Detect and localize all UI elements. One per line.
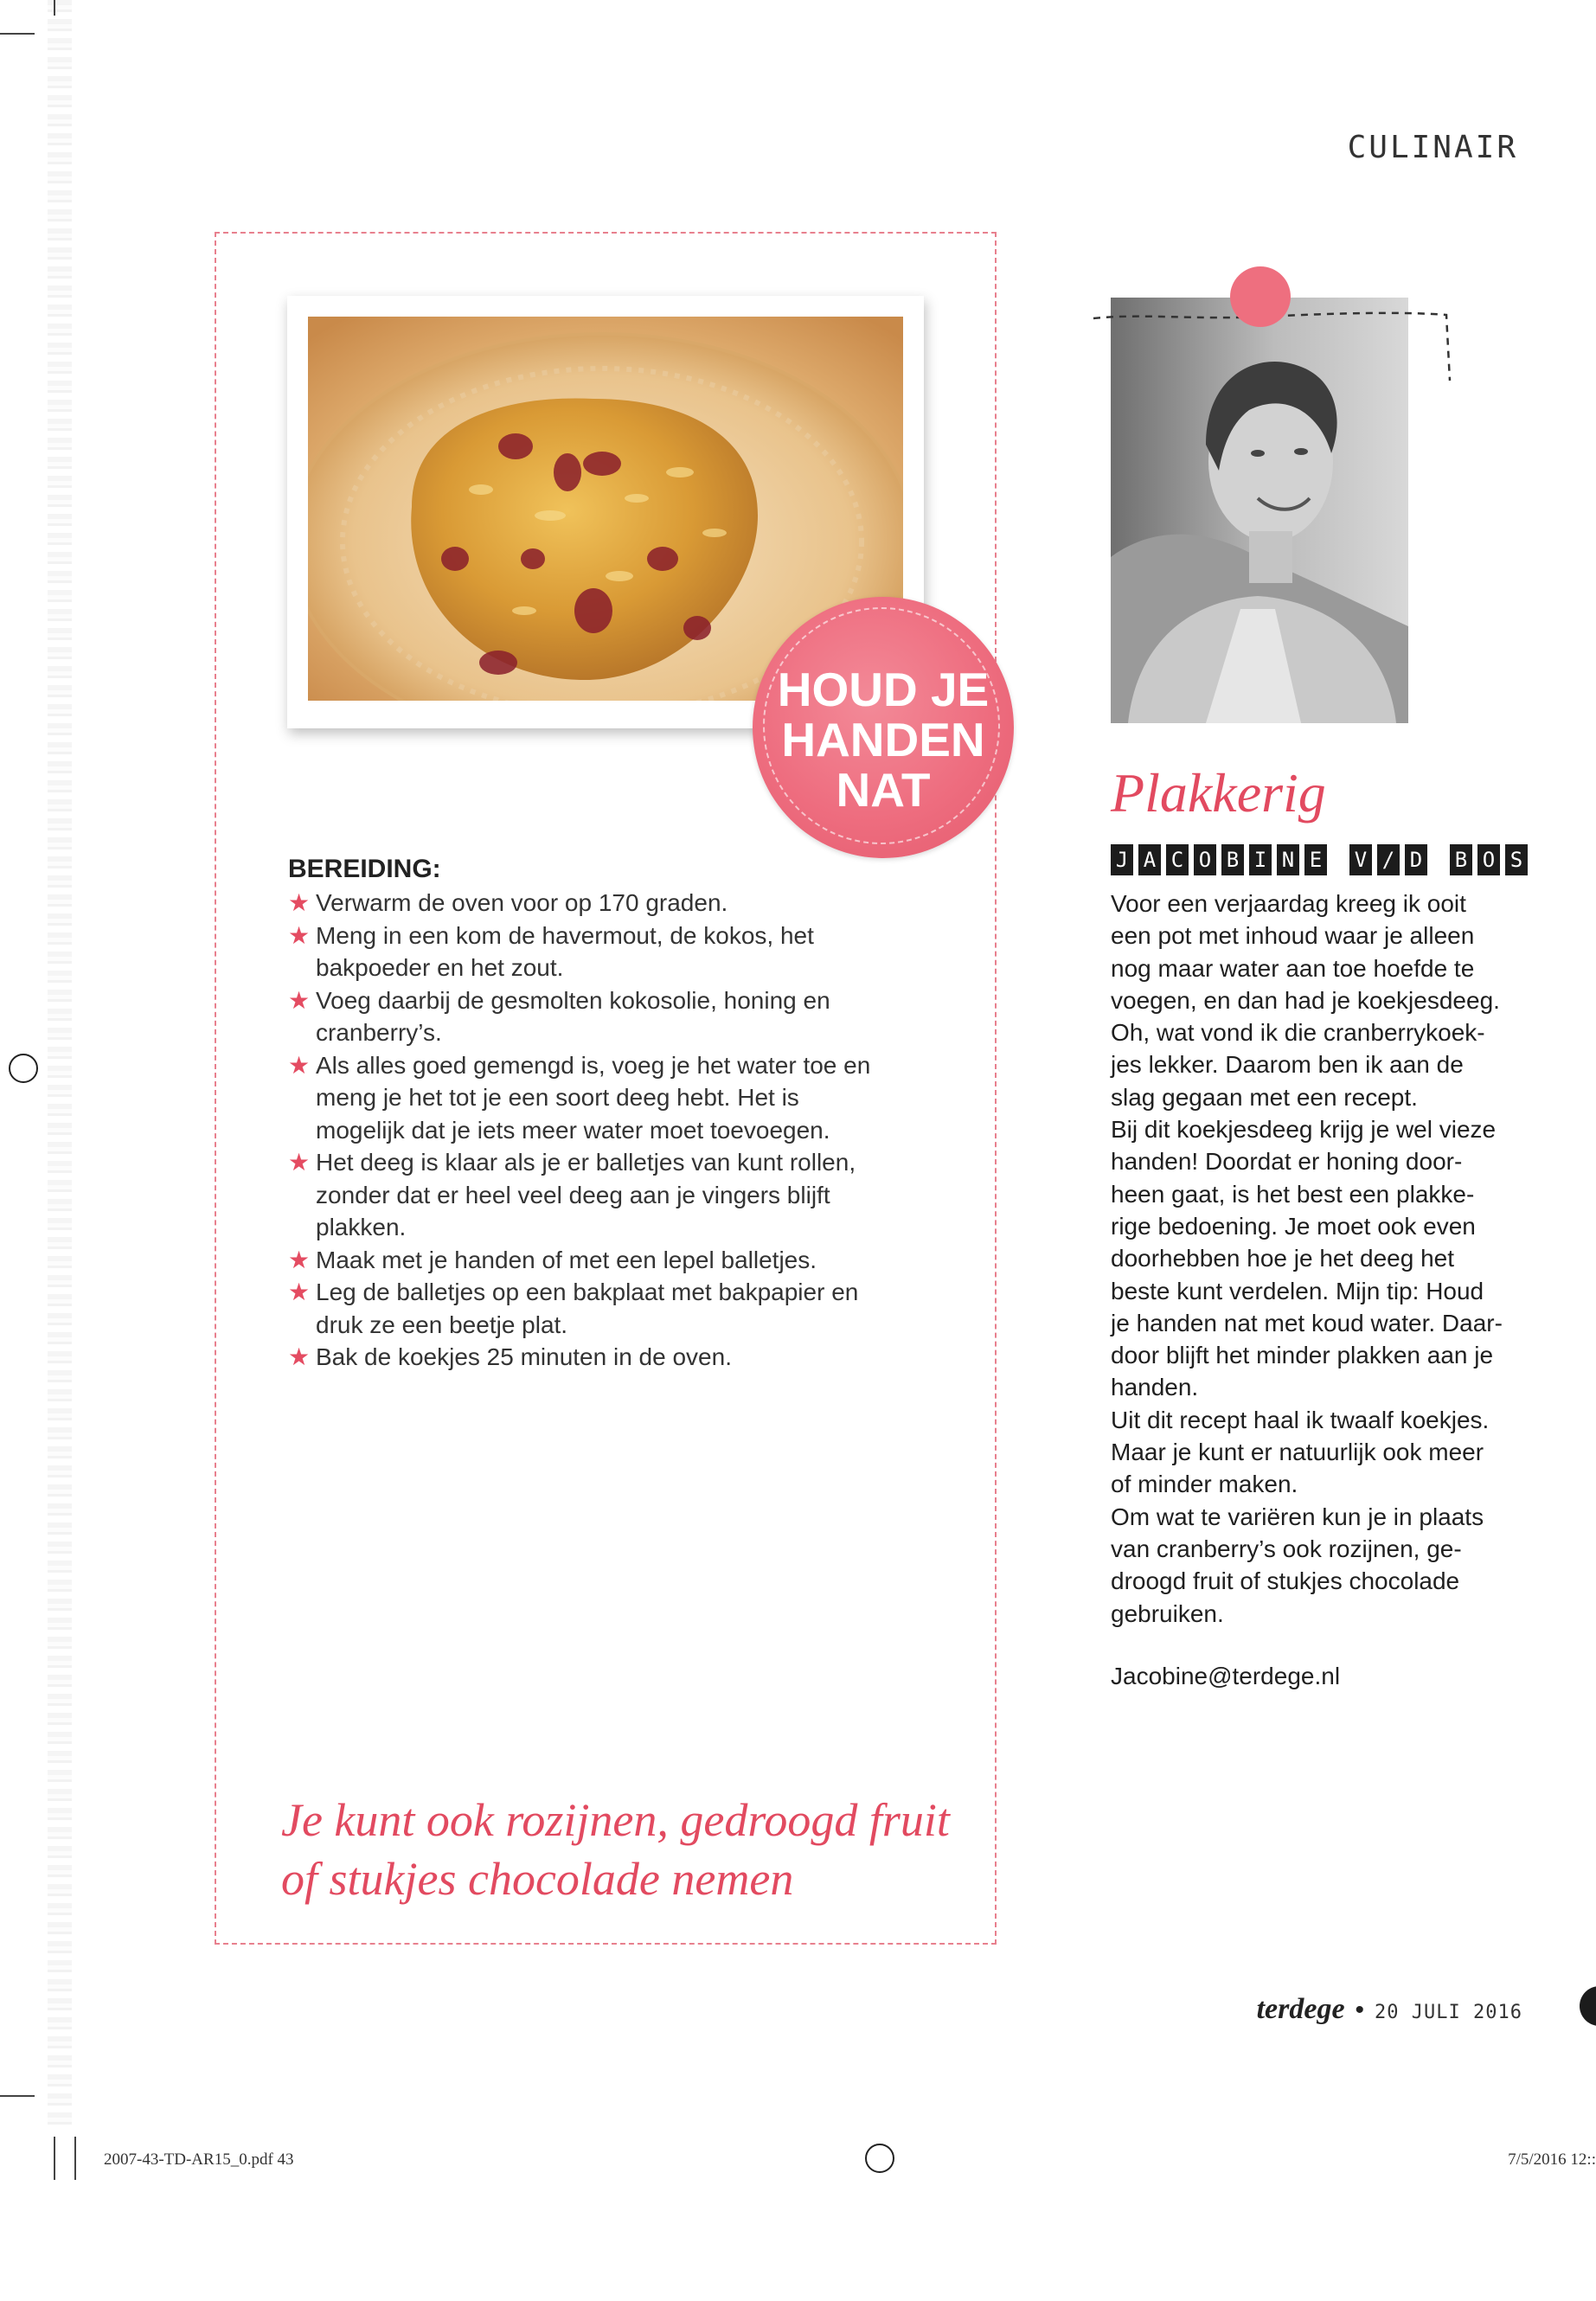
star-bullet-icon: ★ xyxy=(288,1051,311,1079)
page-number-tab xyxy=(1580,1986,1596,2026)
crop-mark xyxy=(54,0,55,16)
author-letter-box: V xyxy=(1349,844,1372,875)
author-letter-box: B xyxy=(1221,844,1244,875)
registration-mark-icon xyxy=(9,1054,38,1083)
author-letter-box: O xyxy=(1477,844,1500,875)
star-bullet-icon: ★ xyxy=(288,986,311,1014)
preparation-step: ★ Voeg daarbij de gesmolten kokosolie, honing en cranberry’s. xyxy=(288,984,894,1049)
author-letter-box: D xyxy=(1405,844,1427,875)
registration-mark-icon xyxy=(865,2144,894,2173)
author-email: Jacobine@terdege.nl xyxy=(1111,1663,1341,1689)
star-bullet-icon: ★ xyxy=(288,1246,311,1273)
issue-date: 20 JULI 2016 xyxy=(1375,2002,1522,2023)
column-body: Voor een verjaardag kreeg ik ooit een pot met inhoud waar je alleen nog maar water aan toe hoefde te voegen, en dan had je koekjesdeeg. Oh, wat vond ik die cranberrykoek- jes lekker. Daarom ben ik aan de slag gegaan met een recept. Bij dit koekjesdeeg krijg je wel vieze handen! Doordat er honing door- heen gaat, is het best een plakke- rige bedoening. Je moet ook even doorhebben hoe je het deeg het beste kunt verdelen. Mijn tip: Houd je handen nat met koud water. Daar- door blijft het minder plakken aan je handen. Uit dit recept haal ik twaalf koekjes. Maar je kunt er natuurlijk ook meer of minder maken. Om wat te variëren kun je in plaats van cranberry’s ook rozijnen, ge- droogd fruit of stukjes chocolade gebruiken. xyxy=(1111,890,1503,1627)
letter-gap xyxy=(1433,844,1445,875)
author-letter-box: N xyxy=(1277,844,1299,875)
author-letter-box: I xyxy=(1249,844,1272,875)
author-name xyxy=(1111,844,1528,875)
star-bullet-icon: ★ xyxy=(288,1279,311,1305)
author-letter-box: B xyxy=(1450,844,1472,875)
author-letter-box: S xyxy=(1505,844,1528,875)
preparation-step: ★ Leg de balletjes op een bakplaat met bakpapier en druk ze een beetje plat. xyxy=(288,1276,894,1341)
preparation-step: ★ Maak met je handen of met een lepel balletjes. xyxy=(288,1244,894,1277)
preparation-step: ★ Bak de koekjes 25 minuten in de oven. xyxy=(288,1341,894,1374)
star-bullet-icon: ★ xyxy=(288,921,311,949)
author-letter-box: C xyxy=(1166,844,1189,875)
page-footer xyxy=(1257,1993,1522,2026)
pull-quote: Je kunt ook rozijnen, gedroogd fruit of stukjes chocolade nemen xyxy=(281,1794,950,1905)
badge-text: HOUD JE HANDEN NAT xyxy=(777,663,990,817)
author-letter-box: / xyxy=(1377,844,1400,875)
tip-badge xyxy=(753,597,1014,858)
print-file-info: 2007-43-TD-AR15_0.pdf 43 xyxy=(104,2150,294,2169)
page-edge-texture xyxy=(48,0,72,2128)
author-letter-box: O xyxy=(1194,844,1216,875)
preparation-step: ★ Het deeg is klaar als je er balletjes van kunt rollen, zonder dat er heel veel deeg aan je vingers blijft plakken. xyxy=(288,1146,894,1244)
section-label: CULINAIR xyxy=(1347,130,1518,165)
star-bullet-icon: ★ xyxy=(288,1343,311,1370)
preparation-heading: BEREIDING: xyxy=(288,855,441,883)
preparation-step: ★ Meng in een kom de havermout, de kokos, het bakpoeder en het zout. xyxy=(288,920,894,984)
author-letter-box: E xyxy=(1304,844,1327,875)
pink-dot xyxy=(1230,266,1291,327)
author-letter-box: J xyxy=(1111,844,1133,875)
footer-separator: • xyxy=(1355,1996,1365,2024)
crop-mark xyxy=(74,2137,76,2180)
preparation-step: ★ Verwarm de oven voor op 170 graden. xyxy=(288,887,894,920)
print-file-date: 7/5/2016 12:: xyxy=(1508,2150,1596,2169)
letter-gap xyxy=(1332,844,1344,875)
crop-mark xyxy=(54,2137,55,2180)
preparation-step: ★ Als alles goed gemengd is, voeg je het water toe en meng je het tot je een soort deeg hebt. Het is mogelijk dat je iets meer water moet toevoegen. xyxy=(288,1049,894,1147)
crop-mark xyxy=(0,33,35,35)
star-bullet-icon: ★ xyxy=(288,1149,311,1176)
column-title: Plakkerig xyxy=(1111,762,1326,824)
preparation-steps xyxy=(288,887,894,1374)
brand-logo: terdege xyxy=(1256,1993,1345,2025)
crop-mark xyxy=(0,2095,35,2097)
author-letter-box: A xyxy=(1138,844,1161,875)
star-bullet-icon: ★ xyxy=(288,889,311,916)
